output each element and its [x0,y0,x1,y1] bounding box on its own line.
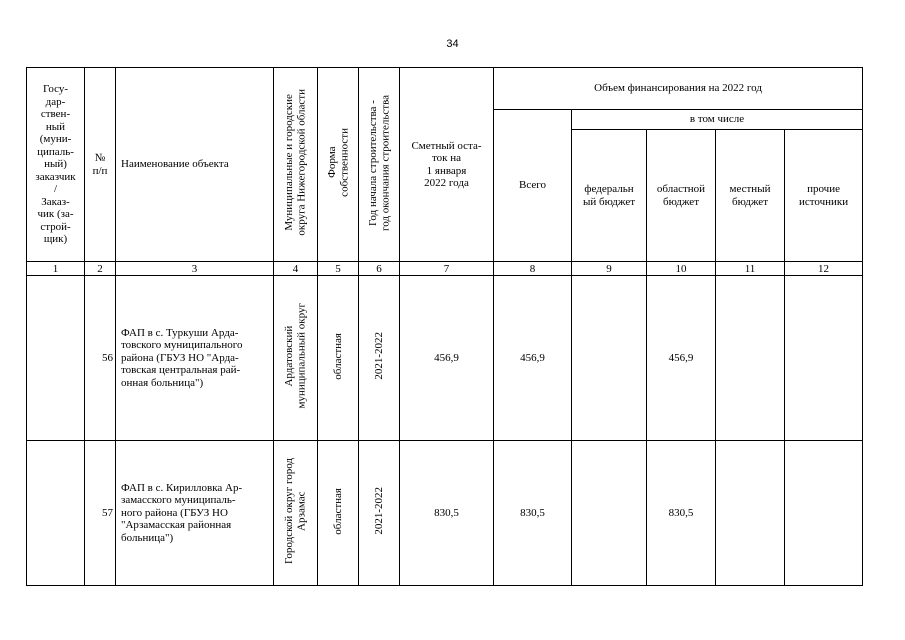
row-number: 56 [85,276,116,441]
col-num: 10 [647,262,716,276]
col-num: 2 [85,262,116,276]
table-row [27,441,863,586]
header-regional: областной бюджет [647,130,716,262]
row-object-name: ФАП в с. Туркуши Арда- товского муниципального района (ГБУЗ НО "Арда- товская центральная рай- онная больница") [116,276,274,441]
col-num: 6 [359,262,400,276]
table-row [27,276,863,441]
column-numbers-row [27,262,863,276]
header-estimate: Сметный оста- ток на 1 января 2022 года [400,68,494,262]
row-estimate: 456,9 [400,276,494,441]
header-customer: Госу- дар- ствен- ный (муни- ципаль- ный) заказчик / Заказ- чик (за- строй- щик) [27,68,85,262]
col-num: 12 [785,262,863,276]
header-total: Всего [494,110,572,262]
row-municipality: Ардатовский муниципальный округ [274,276,318,441]
row-federal [572,441,647,586]
row-total: 456,9 [494,276,572,441]
row-other [785,441,863,586]
row-total: 830,5 [494,441,572,586]
header-local: местный бюджет [716,130,785,262]
page-number: 34 [446,38,459,50]
row-regional: 830,5 [647,441,716,586]
row-customer [27,276,85,441]
col-num: 4 [274,262,318,276]
row-ownership: областная [318,276,359,441]
header-federal: федеральн ый бюджет [572,130,647,262]
financing-table [26,67,863,586]
col-num: 3 [116,262,274,276]
header-number: № п/п [85,68,116,262]
header-years: Год начала строительства - год окончания строительства [359,68,400,262]
row-object-name: ФАП в с. Кирилловка Ар- замасского муниципаль- ного района (ГБУЗ НО "Арзамасская районная больница") [116,441,274,586]
row-years: 2021-2022 [359,276,400,441]
row-customer [27,441,85,586]
col-num: 5 [318,262,359,276]
col-num: 11 [716,262,785,276]
row-regional: 456,9 [647,276,716,441]
header-object-name: Наименование объекта [116,68,274,262]
row-local [716,276,785,441]
header-including: в том числе [572,110,863,130]
row-local [716,441,785,586]
header-ownership: Форма собственности [318,68,359,262]
row-other [785,276,863,441]
header-other: прочие источники [785,130,863,262]
row-municipality: Городской округ город Арзамас [274,441,318,586]
row-estimate: 830,5 [400,441,494,586]
col-num: 7 [400,262,494,276]
header-financing: Объем финансирования на 2022 год [494,68,863,110]
header-municipality: Муниципальные и городские округа Нижегородской области [274,68,318,262]
row-federal [572,276,647,441]
row-years: 2021-2022 [359,441,400,586]
col-num: 9 [572,262,647,276]
col-num: 8 [494,262,572,276]
col-num: 1 [27,262,85,276]
row-number: 57 [85,441,116,586]
row-ownership: областная [318,441,359,586]
